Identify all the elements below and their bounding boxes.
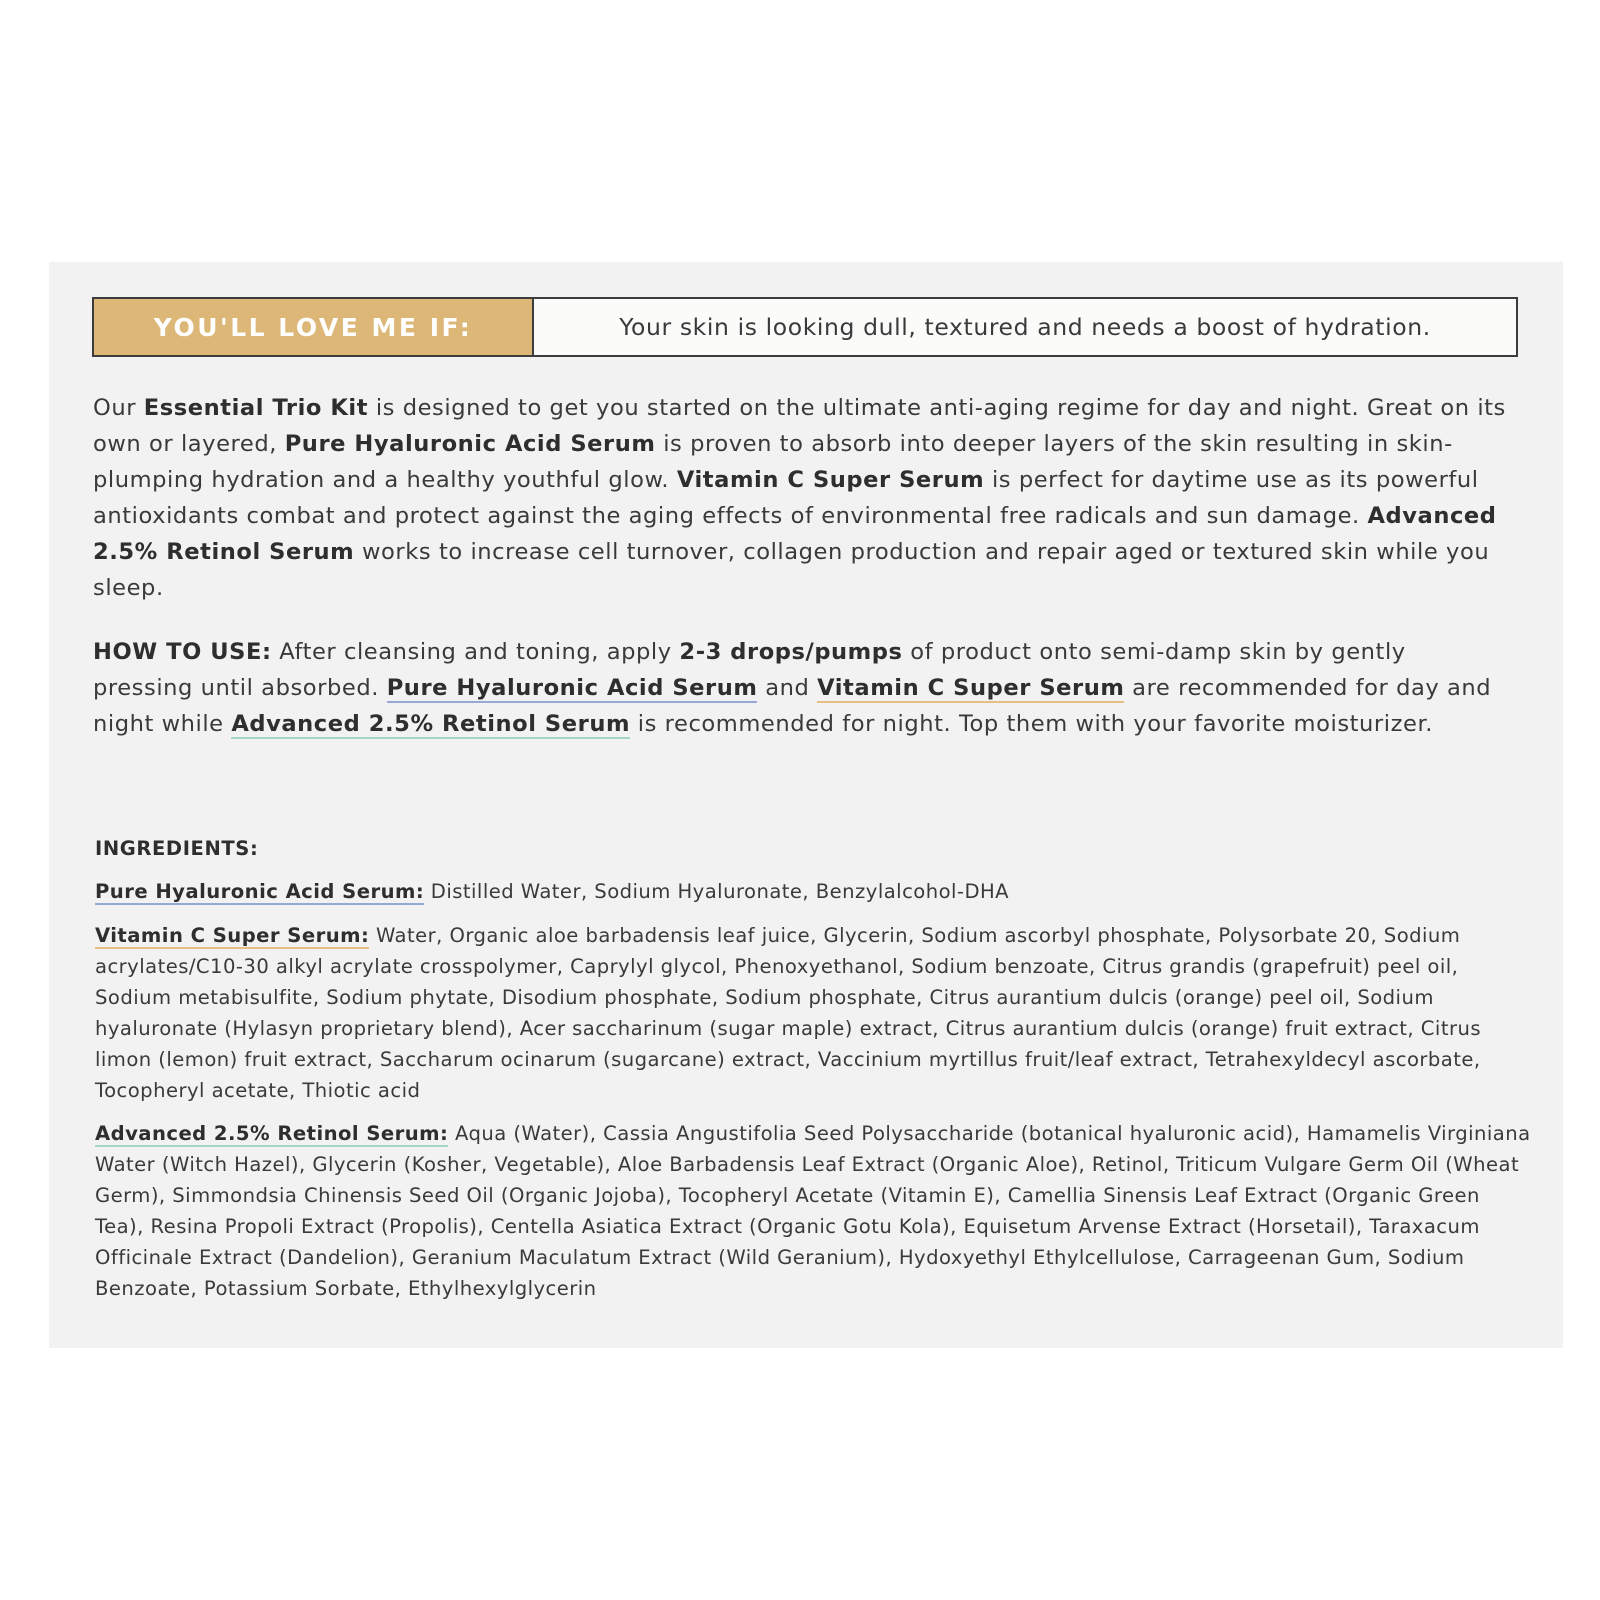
how-to-use-paragraph: [93, 634, 1513, 742]
intro-text: is designed to get you started on the ultimate anti-aging regime for day and night. Great on its own or layered,: [93, 395, 1506, 457]
ingredients-list: Distilled Water, Sodium Hyaluronate, Benzylalcohol-DHA: [424, 880, 1010, 903]
ingredients-vitamin-c: [95, 920, 1535, 1106]
ingredients-heading: INGREDIENTS:: [95, 837, 259, 860]
intro-text: is perfect for daytime use as its powerful antioxidants combat and protect against the aging effects of environmental free radicals and sun damage.: [93, 467, 1479, 529]
ingredients-list: Water, Organic aloe barbadensis leaf juice, Glycerin, Sodium ascorbyl phosphate, Polysorbate 20, Sodium acrylates/C10-30 alkyl acrylate crosspolymer, Caprylyl glycol, Phenoxyethanol, Sodium benzoate, Citrus grandis (grapefruit) peel oil, Sodium metabisulfite, Sodium phytate, Disodium phosphate, Sodium phosphate, Citrus aurantium dulcis (orange) peel oil, Sodium hyaluronate (Hylasyn proprietary blend), Acer saccharinum (sugar maple) extract, Citrus aurantium dulcis (orange) fruit extract, Citrus limon (lemon) fruit extract, Saccharum ocinarum (sugarcane) extract, Vaccinium myrtillus fruit/leaf extract, Tetrahexyldecyl ascorbate, Tocopheryl acetate, Thiotic acid: [95, 924, 1481, 1102]
how-to-use-text: is recommended for night. Top them with your favorite moisturizer.: [630, 711, 1433, 737]
love-me-if-banner: [92, 297, 1518, 357]
how-to-use-text: and: [757, 675, 818, 701]
intro-text: is proven to absorb into deeper layers of the skin resulting in skin-plumping hydration and a healthy youthful glow.: [93, 431, 1453, 493]
intro-text: works to increase cell turnover, collagen production and repair aged or textured skin while you sleep.: [93, 539, 1490, 601]
how-to-use-text: After cleansing and toning, apply: [271, 639, 680, 665]
love-me-if-label: YOU'LL LOVE ME IF:: [94, 299, 534, 355]
love-me-if-text: Your skin is looking dull, textured and needs a boost of hydration.: [619, 313, 1431, 341]
how-to-use-vitamin-c-name: Vitamin C Super Serum: [817, 675, 1125, 701]
intro-retinol-name: Advanced 2.5% Retinol Serum: [93, 503, 1497, 565]
ingredients-product-name: Vitamin C Super Serum:: [95, 924, 370, 947]
intro-kit-name: Essential Trio Kit: [143, 395, 369, 421]
how-to-use-hyaluronic-name: Pure Hyaluronic Acid Serum: [386, 675, 758, 701]
how-to-use-dosage: 2-3 drops/pumps: [679, 639, 903, 665]
how-to-use-label: HOW TO USE:: [93, 639, 272, 665]
product-info-card: [49, 262, 1563, 1348]
how-to-use-retinol-name: Advanced 2.5% Retinol Serum: [231, 711, 631, 737]
ingredients-retinol: [95, 1118, 1535, 1304]
how-to-use-text: are recommended for day and night while: [93, 675, 1492, 737]
how-to-use-text: of product onto semi-damp skin by gently pressing until absorbed.: [93, 639, 1406, 701]
intro-paragraph: [93, 390, 1513, 606]
ingredients-product-name: Advanced 2.5% Retinol Serum:: [95, 1122, 449, 1145]
intro-vitamin-c-name: Vitamin C Super Serum: [676, 467, 985, 493]
intro-text: Our: [93, 395, 144, 421]
ingredients-hyaluronic: [95, 876, 1535, 907]
ingredients-list: Aqua (Water), Cassia Angustifolia Seed Polysaccharide (botanical hyaluronic acid), Hamamelis Virginiana Water (Witch Hazel), Glycerin (Kosher, Vegetable), Aloe Barbadensis Leaf Extract (Organic Aloe), Retinol, Triticum Vulgare Germ Oil (Wheat Germ), Simmondsia Chinensis Seed Oil (Organic Jojoba), Tocopheryl Acetate (Vitamin E), Camellia Sinensis Leaf Extract (Organic Green Tea), Resina Propoli Extract (Propolis), Centella Asiatica Extract (Organic Gotu Kola), Equisetum Arvense Extract (Horsetail), Taraxacum Officinale Extract (Dandelion), Geranium Maculatum Extract (Wild Geranium), Hydoxyethyl Ethylcellulose, Carrageenan Gum, Sodium Benzoate, Potassium Sorbate, Ethylhexylglycerin: [95, 1122, 1531, 1300]
intro-hyaluronic-name: Pure Hyaluronic Acid Serum: [284, 431, 656, 457]
ingredients-product-name: Pure Hyaluronic Acid Serum:: [95, 880, 425, 903]
